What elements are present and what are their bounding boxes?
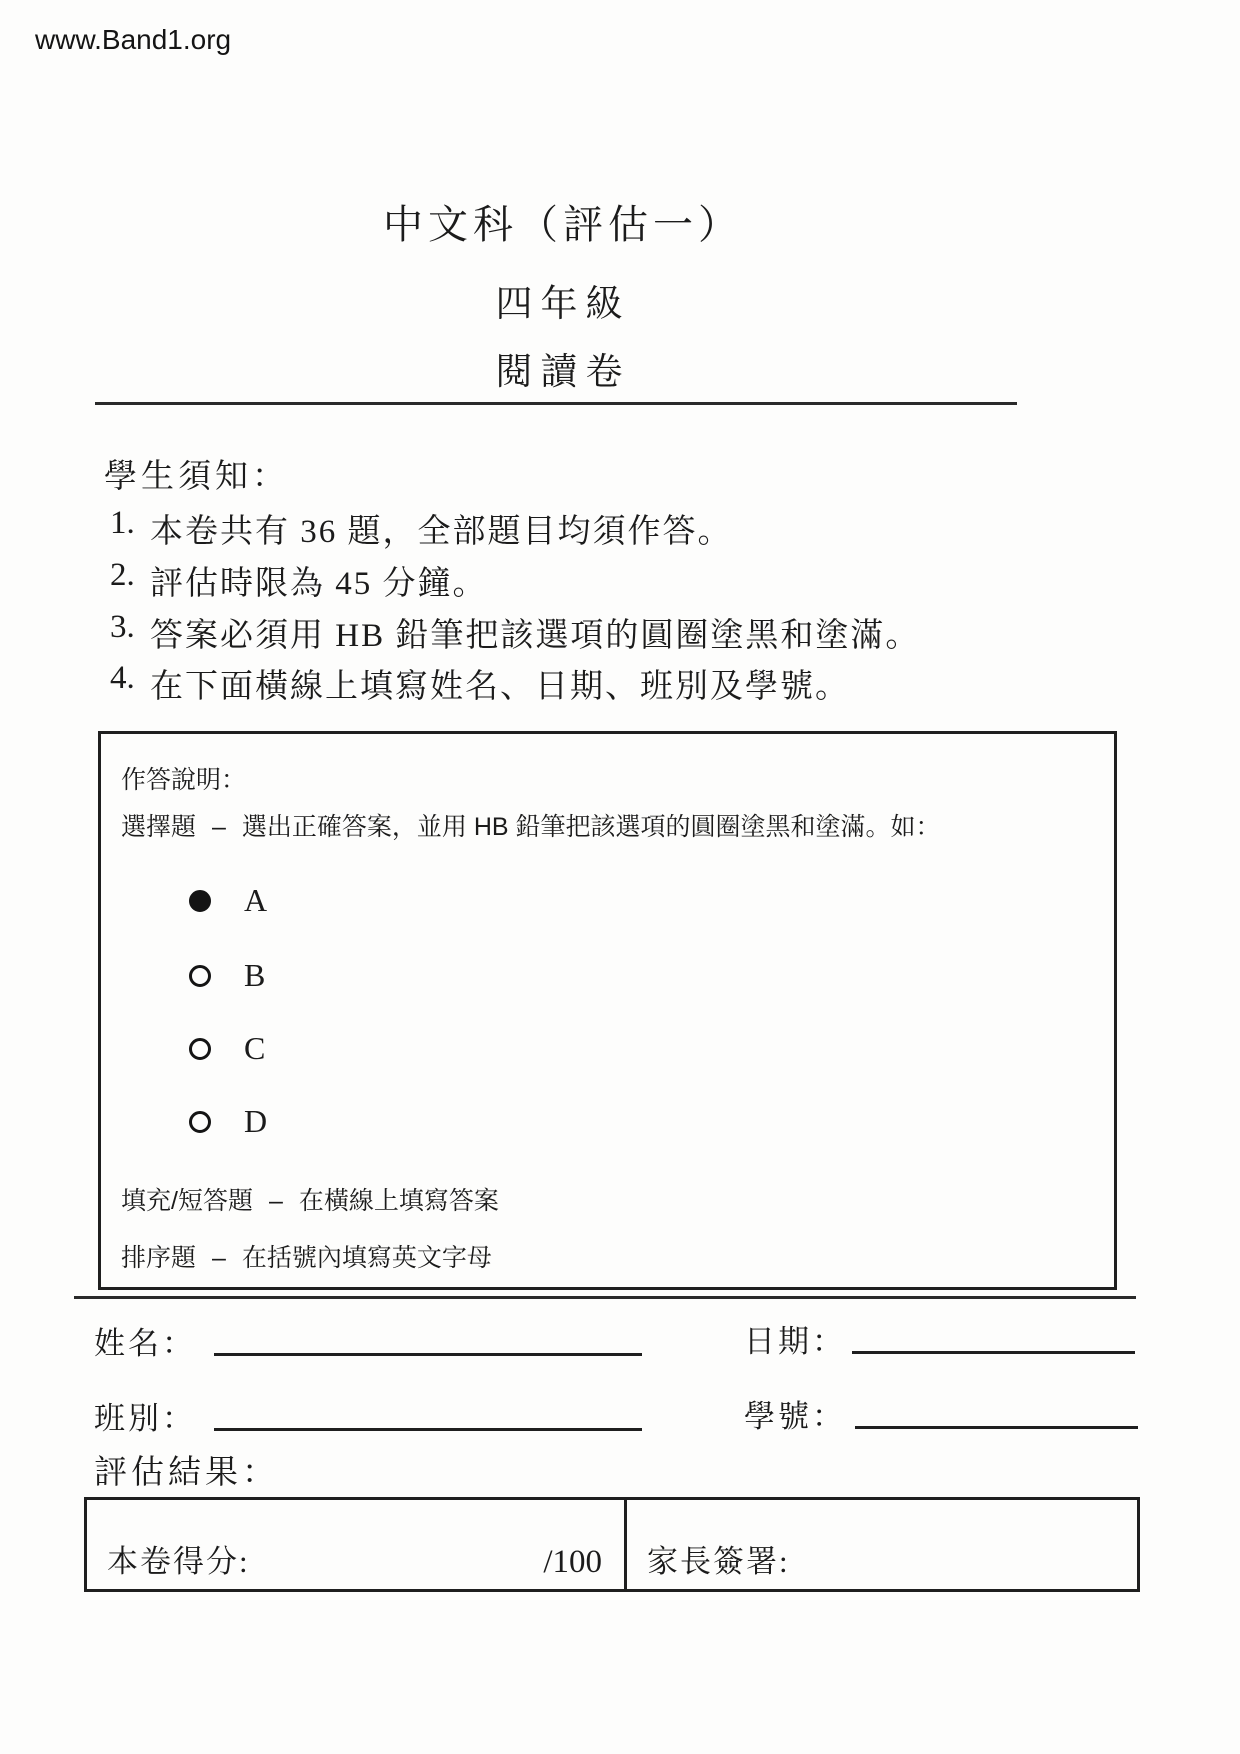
example-option-c <box>189 1030 265 1067</box>
notice-item-text: 答案必須用 HB 鉛筆把該選項的圓圈塗黑和塗滿。 <box>150 618 921 654</box>
option-letter: B <box>244 957 266 993</box>
student-number-field-label: 學號： <box>744 1399 846 1434</box>
title-block <box>0 202 1126 395</box>
notice-item <box>110 609 920 656</box>
assessment-result-heading: 評估結果： <box>94 1455 279 1491</box>
empty-bubble-icon <box>189 1111 211 1133</box>
notice-item-text: 本卷共有 36 題，全部題目均須作答。 <box>150 514 733 550</box>
class-field-label: 班別： <box>94 1401 196 1436</box>
fill-text: 在橫線上填寫答案 <box>298 1187 499 1215</box>
ordering-instruction <box>121 1238 492 1274</box>
site-watermark: www.Band1.org <box>35 24 232 55</box>
student-number-blank-line <box>855 1426 1138 1429</box>
parent-signature-cell <box>627 1500 1137 1589</box>
notice-item-number: 3. <box>110 609 135 645</box>
dash-separator: – <box>212 1244 226 1272</box>
name-blank-line <box>214 1353 642 1356</box>
empty-bubble-icon <box>189 965 211 987</box>
fill-label: 填充/短答題 <box>121 1187 253 1215</box>
notice-item-text: 評估時限為 45 分鐘。 <box>150 566 488 602</box>
dash-separator: – <box>268 1187 283 1215</box>
class-blank-line <box>214 1428 642 1431</box>
score-label: 本卷得分: <box>107 1544 250 1579</box>
example-option-a <box>189 882 267 919</box>
answer-instructions-box <box>98 731 1117 1290</box>
student-notice-heading: 學生須知： <box>104 459 289 495</box>
option-letter: C <box>244 1030 266 1066</box>
section-divider-line <box>74 1296 1136 1299</box>
option-letter: D <box>244 1103 268 1139</box>
date-blank-line <box>852 1351 1135 1354</box>
order-label: 排序題 <box>121 1244 197 1272</box>
notice-item <box>110 505 733 552</box>
example-option-b <box>189 957 265 994</box>
date-field-label: 日期： <box>744 1324 846 1359</box>
filled-bubble-icon <box>189 890 211 912</box>
score-cell <box>87 1500 627 1589</box>
parent-signature-label: 家長簽署: <box>647 1544 790 1579</box>
multiple-choice-instruction <box>121 807 941 843</box>
notice-item <box>110 557 488 604</box>
notice-item-number: 1. <box>110 505 135 541</box>
option-letter: A <box>244 882 268 918</box>
result-table <box>84 1497 1140 1592</box>
mc-text: 選出正確答案，並用 HB 鉛筆把該選項的圓圈塗黑和塗滿。如： <box>241 813 941 841</box>
exam-title: 中文科（評估一） <box>383 202 743 247</box>
score-denominator: /100 <box>543 1544 602 1580</box>
exam-grade: 四年級 <box>495 284 631 325</box>
name-field-label: 姓名： <box>94 1326 196 1361</box>
notice-item <box>110 660 850 707</box>
mc-label: 選擇題 <box>121 813 197 841</box>
order-text: 在括號內填寫英文字母 <box>241 1244 492 1272</box>
empty-bubble-icon <box>189 1038 211 1060</box>
notice-item-number: 4. <box>110 660 135 696</box>
example-option-d <box>189 1103 267 1140</box>
title-divider-line <box>95 402 1017 405</box>
notice-item-text: 在下面橫線上填寫姓名、日期、班別及學號。 <box>150 669 850 705</box>
dash-separator: – <box>212 813 226 841</box>
exam-paper-type: 閱讀卷 <box>495 352 631 393</box>
instructions-heading: 作答說明： <box>121 766 247 794</box>
fill-in-instruction <box>121 1181 499 1217</box>
notice-item-number: 2. <box>110 557 135 593</box>
